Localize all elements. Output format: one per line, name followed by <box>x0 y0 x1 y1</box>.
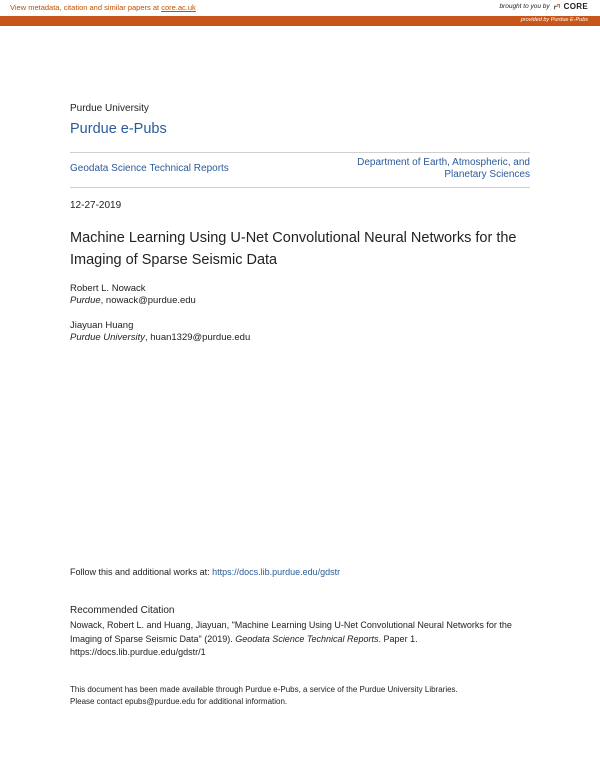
core-top <box>0 0 600 16</box>
institution-name: Purdue University <box>70 103 149 114</box>
author-block <box>70 320 250 344</box>
brought-by-text: brought to you by <box>499 3 550 10</box>
core-logo-icon <box>553 3 561 11</box>
core-metadata-link[interactable] <box>10 3 196 12</box>
author-email: , huan1329@purdue.edu <box>144 332 251 343</box>
citation-part-1: Nowack, Robert L. and Huang, Jiayuan, "Machine Learning Using U-Net Convolutional Neural Networks for the Imaging of Sparse Seismic Data" (2019). <box>70 620 512 644</box>
note-line-1: This document has been made available through Purdue e-Pubs, a service of the Purdue University Libraries. <box>70 685 458 694</box>
department-link[interactable] <box>320 157 530 181</box>
availability-note <box>70 684 540 707</box>
paper-title: Machine Learning Using U-Net Convolutional Neural Networks for the Imaging of Sparse Seismic Data <box>70 230 517 268</box>
author-affiliation: Purdue <box>70 295 101 306</box>
core-link-domain[interactable]: core.ac.uk <box>161 3 196 12</box>
divider-bottom <box>70 187 530 188</box>
core-link-prefix: View metadata, citation and similar papers at <box>10 3 162 12</box>
department-line-1: Department of Earth, Atmospheric, and <box>357 157 530 168</box>
citation-text <box>70 619 540 660</box>
citation-series: Geodata Science Technical Reports <box>235 633 379 644</box>
repository-link[interactable]: Purdue e-Pubs <box>70 121 167 137</box>
core-brand[interactable] <box>499 2 588 11</box>
author-email: , nowack@purdue.edu <box>100 295 196 306</box>
divider-top <box>70 152 530 153</box>
author-name: Jiayuan Huang <box>70 320 134 331</box>
author-affiliation: Purdue University <box>70 332 145 343</box>
provided-by-text: provided by Purdue E-Pubs <box>520 17 588 23</box>
follow-url-link[interactable]: https://docs.lib.purdue.edu/gdstr <box>212 567 341 577</box>
follow-line <box>70 567 340 577</box>
department-line-2: Planetary Sciences <box>444 169 530 180</box>
publication-date: 12-27-2019 <box>70 200 122 211</box>
core-provided-strip <box>0 16 600 26</box>
follow-text: Follow this and additional works at: <box>70 567 213 577</box>
note-line-2: Please contact epubs@purdue.edu for additional information. <box>70 696 288 706</box>
core-banner <box>0 0 600 26</box>
core-logo-text: CORE <box>563 2 588 11</box>
author-name: Robert L. Nowack <box>70 283 146 294</box>
series-link[interactable]: Geodata Science Technical Reports <box>70 163 229 174</box>
citation-heading: Recommended Citation <box>70 605 175 616</box>
author-block <box>70 283 196 307</box>
citation-url: https://docs.lib.purdue.edu/gdstr/1 <box>70 647 206 657</box>
citation-part-2: . Paper 1. <box>378 633 418 644</box>
